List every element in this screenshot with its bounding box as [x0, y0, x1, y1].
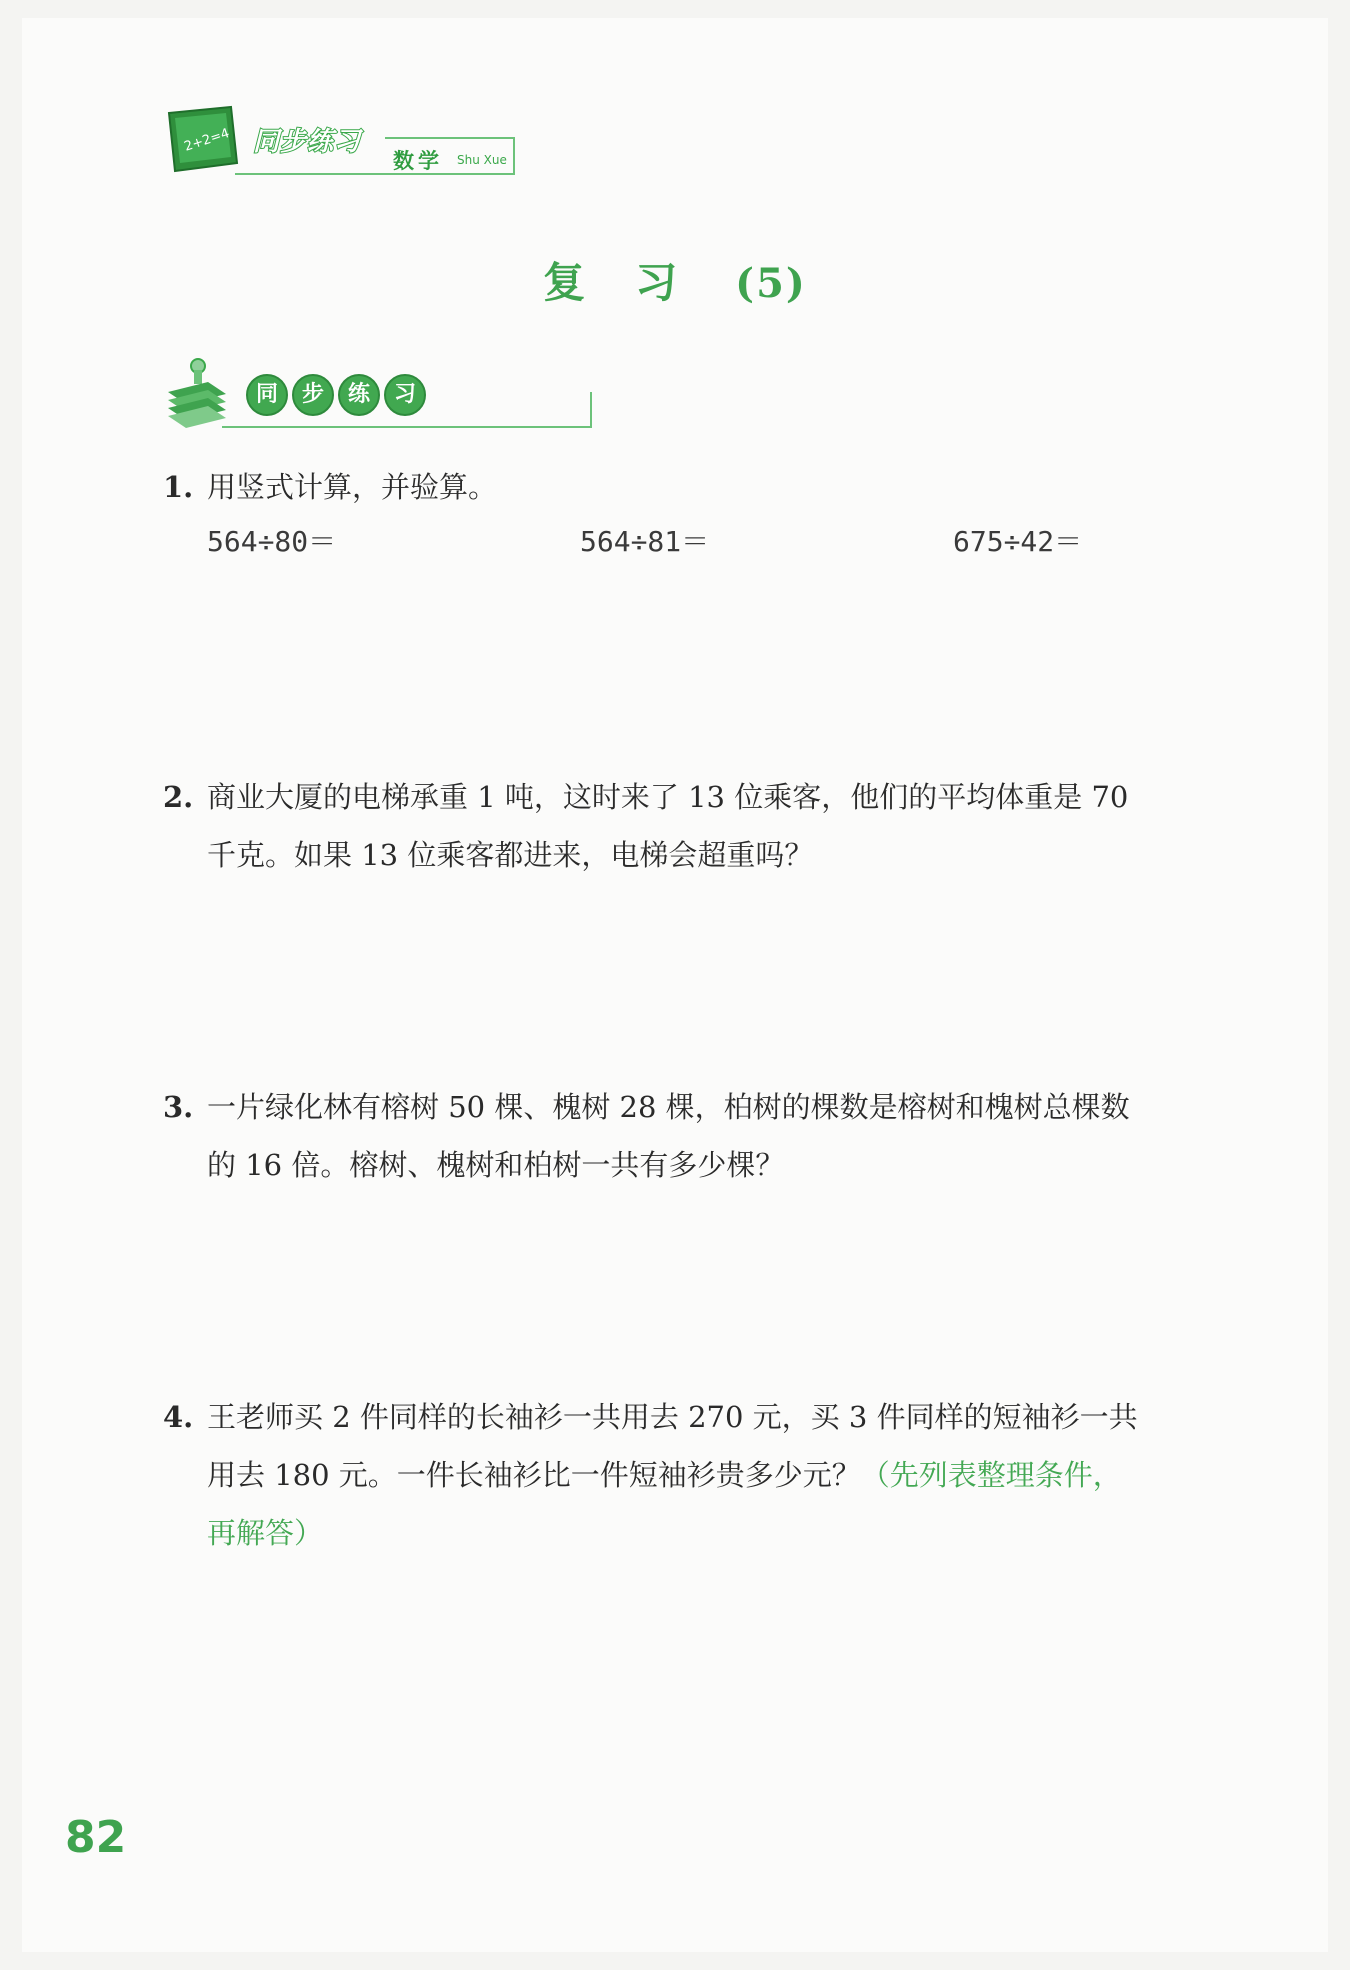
question-line: 商业大厦的电梯承重 1 吨，这时来了 13 位乘客，他们的平均体重是 70: [207, 780, 1129, 814]
badge-char: 习: [384, 374, 426, 416]
question-text: 用竖式计算，并验算。: [207, 470, 498, 504]
page-number: 82: [65, 1812, 127, 1863]
badge-label: [246, 374, 426, 416]
title-char: 复: [543, 258, 588, 307]
badge-char: 练: [338, 374, 380, 416]
question-line: [207, 1446, 1203, 1504]
book-header: [165, 95, 525, 190]
badge-char: 步: [292, 374, 334, 416]
books-icon: [162, 352, 242, 432]
subject-label: 数学: [393, 149, 443, 173]
question-number: 2.: [163, 780, 194, 814]
question-4: [163, 1388, 1203, 1562]
question-line-text: 用去 180 元。一件长袖衫比一件短袖衫贵多少元？: [207, 1458, 861, 1492]
question-line: 王老师买 2 件同样的长袖衫一共用去 270 元，买 3 件同样的短袖衫一共: [207, 1400, 1138, 1434]
calc-item: 564÷80＝: [207, 525, 337, 558]
badge-char: 同: [246, 374, 288, 416]
chalkboard-icon: [165, 105, 241, 175]
header-rule: [235, 173, 515, 175]
question-3: [163, 1078, 1203, 1194]
header-rule: [513, 137, 515, 175]
calc-item: 564÷81＝: [580, 525, 710, 558]
question-line: 千克。如果 13 位乘客都进来，电梯会超重吗？: [207, 838, 814, 872]
question-number: 3.: [163, 1090, 194, 1124]
brand-title: 同步练习: [253, 127, 362, 157]
badge-rule: [222, 426, 592, 428]
board-text: 2+2=4: [182, 126, 232, 155]
question-line: 一片绿化林有榕树 50 棵、槐树 28 棵，柏树的棵数是榕树和槐树总棵数: [207, 1090, 1130, 1124]
question-2: [163, 768, 1203, 884]
title-number: (5): [735, 260, 807, 307]
header-rule: [385, 137, 515, 139]
question-hint: 再解答）: [207, 1516, 324, 1550]
calc-row: [0, 520, 1350, 570]
question-1: [163, 458, 1203, 516]
question-number: 4.: [163, 1400, 194, 1434]
title-char: 习: [635, 258, 680, 307]
subject-pinyin: Shu Xue: [457, 153, 507, 167]
calc-item: 675÷42＝: [953, 525, 1083, 558]
section-badge: [162, 352, 437, 432]
badge-rule: [590, 392, 592, 428]
question-hint: （先列表整理条件，: [860, 1458, 1122, 1492]
question-line: 的 16 倍。榕树、槐树和柏树一共有多少棵？: [207, 1148, 785, 1182]
page-title: [0, 250, 1350, 310]
question-number: 1.: [163, 470, 194, 504]
